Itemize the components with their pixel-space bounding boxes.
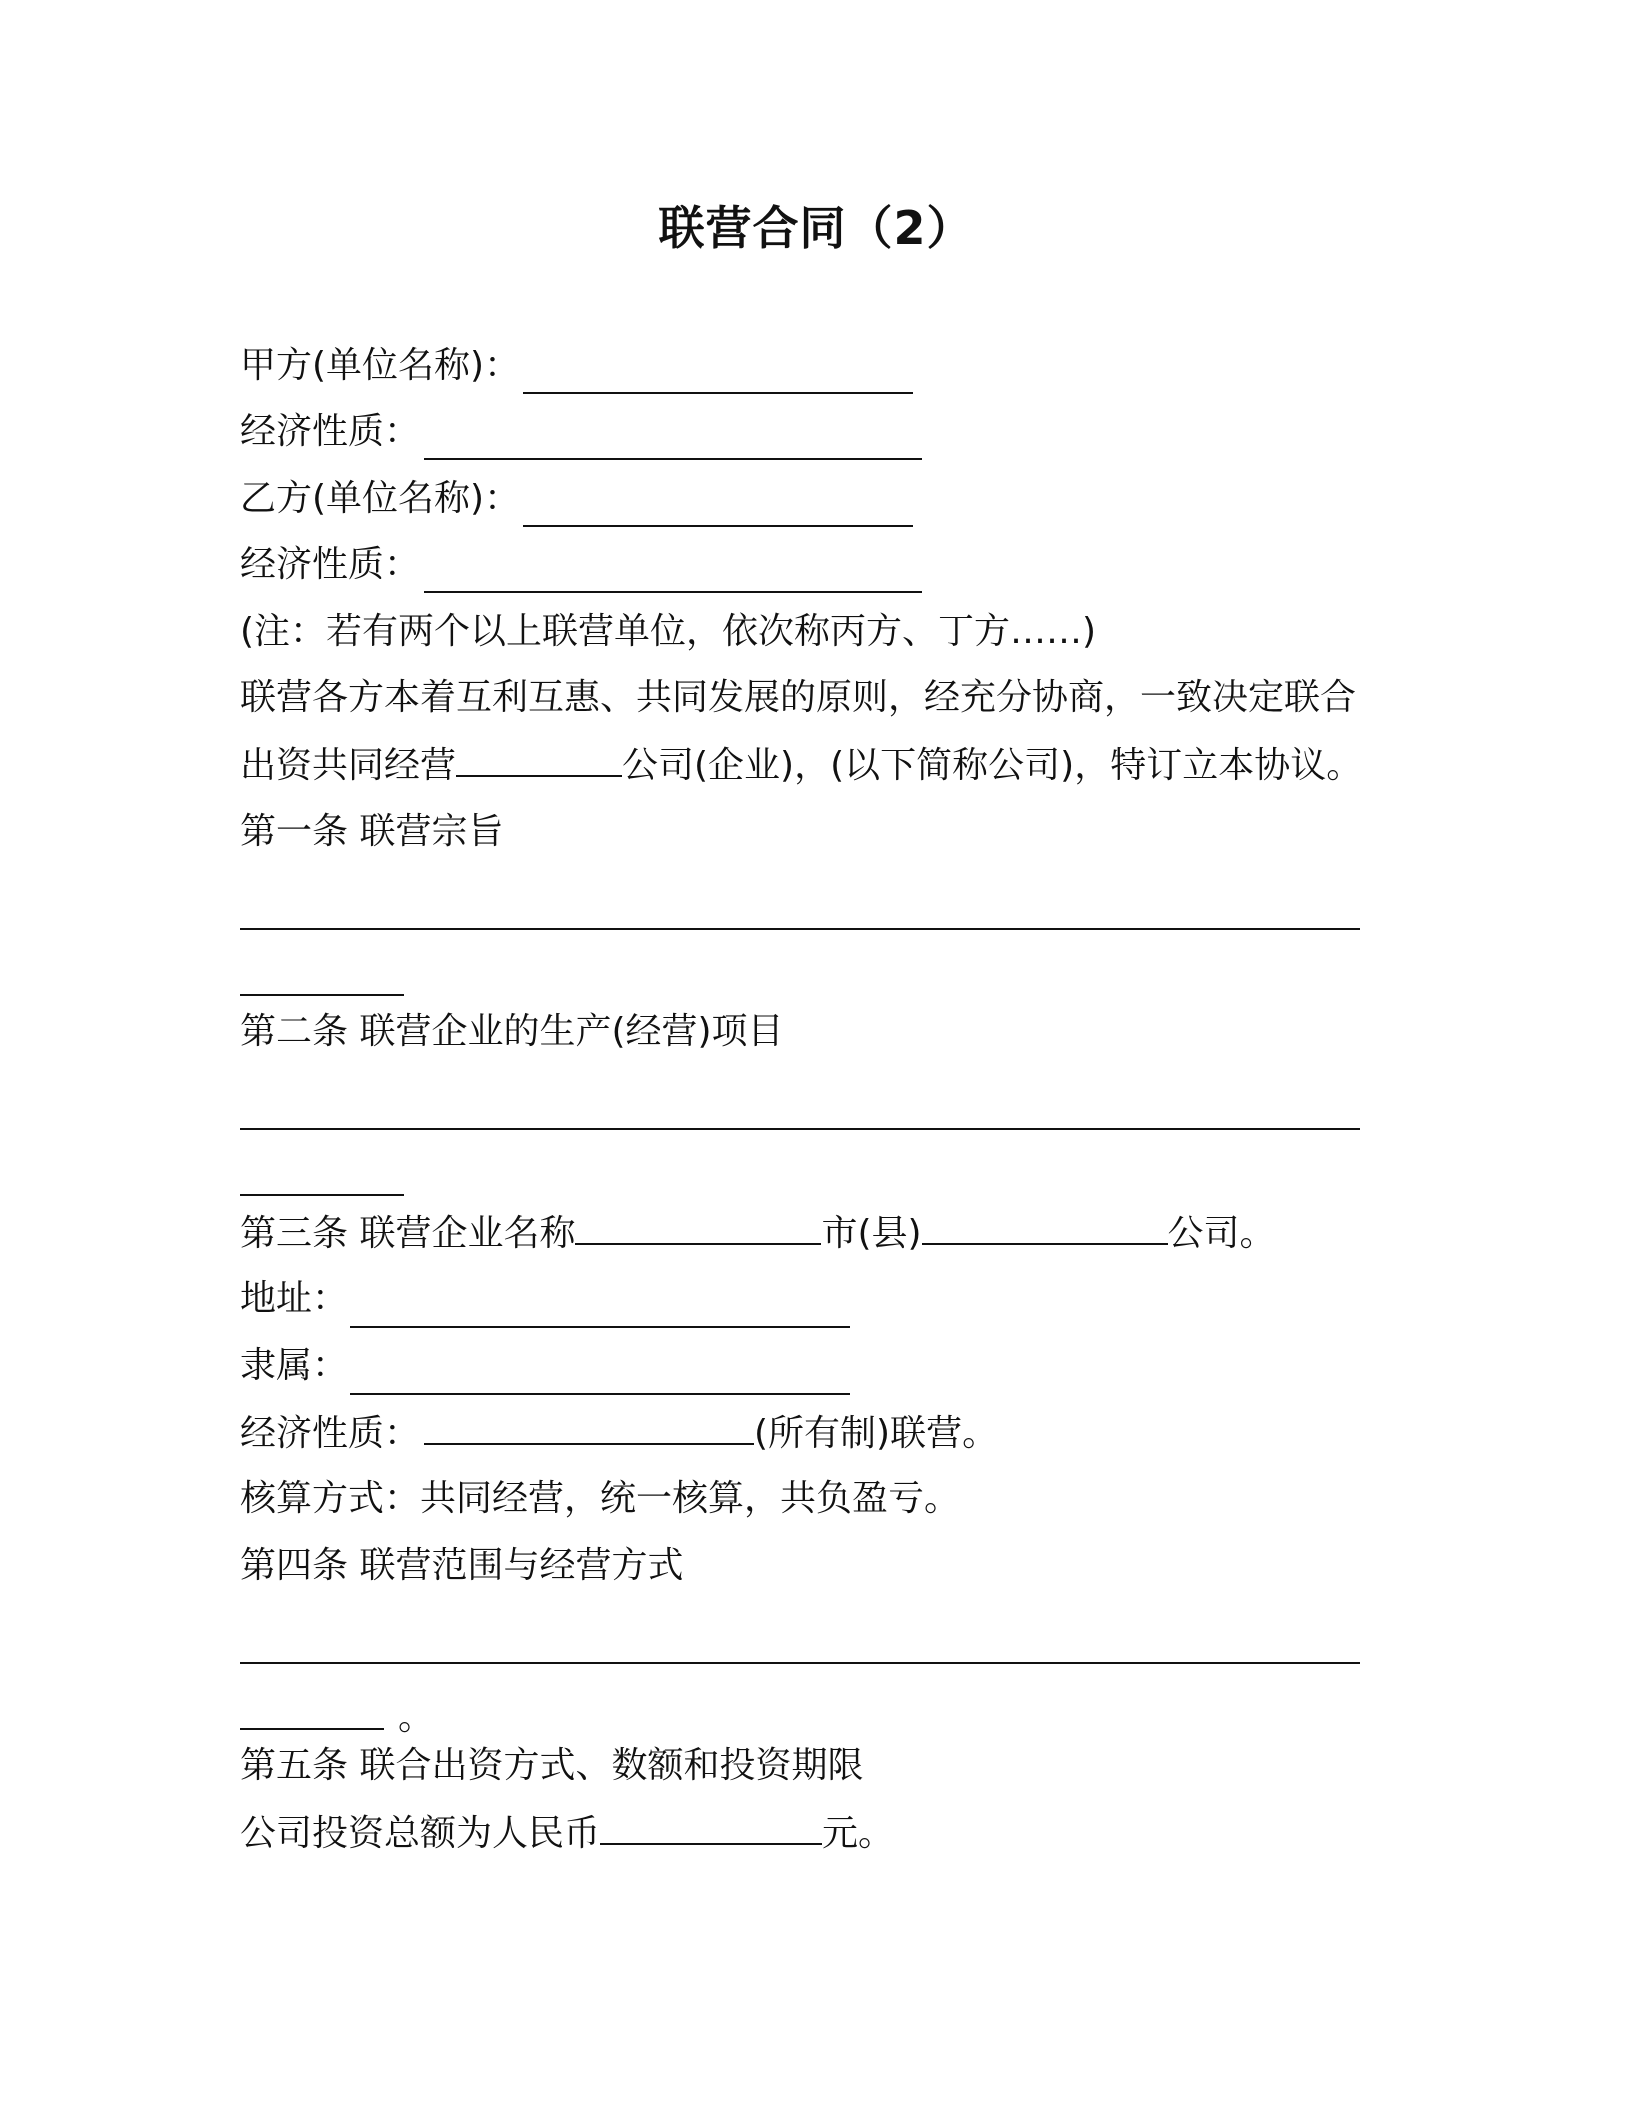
party-b-label: 乙方(单位名称)： [240,478,521,519]
article-5-heading: 第五条 联合出资方式、数额和投资期限 [240,1745,864,1786]
company-short-name-field[interactable] [922,1211,1168,1245]
party-a-nature-label: 经济性质： [240,411,421,452]
article-2-content-line-2[interactable] [240,1194,404,1196]
ownership-type-field[interactable] [424,1411,754,1445]
article-3-prefix: 第三条 联营企业名称 [240,1213,576,1254]
company-name-field[interactable] [456,743,622,777]
preamble-line-1: 联营各方本着互利互惠、共同发展的原则，经充分协商，一致决定联合 [240,677,1357,718]
nature-line [240,1411,998,1456]
nature-suffix: (所有制)联营。 [754,1413,999,1454]
party-b-name-field[interactable] [523,525,913,527]
affiliation-label: 隶属： [240,1345,349,1386]
city-name-field[interactable] [575,1211,821,1245]
article-3-middle: 市(县) [821,1213,922,1254]
preamble-line-2-prefix: 出资共同经营 [240,745,457,786]
investment-line [240,1811,894,1856]
nature-label: 经济性质： [240,1413,421,1454]
article-1-content-line-2[interactable] [240,994,404,996]
address-field[interactable] [350,1326,850,1328]
party-a-label: 甲方(单位名称)： [240,345,521,386]
article-3-line [240,1211,1276,1256]
affiliation-field[interactable] [350,1393,850,1395]
note-text: (注：若有两个以上联营单位，依次称丙方、丁方……) [240,611,1097,652]
investment-suffix: 元。 [822,1813,895,1854]
party-a-name-field[interactable] [523,392,913,394]
article-4-content-line-2[interactable] [240,1728,384,1730]
article-1-content-line-1[interactable] [240,928,1360,930]
investment-amount-field[interactable] [600,1811,822,1845]
article-2-heading: 第二条 联营企业的生产(经营)项目 [240,1011,784,1052]
address-label: 地址： [240,1278,349,1319]
article-2-content-line-1[interactable] [240,1128,1360,1130]
article-3-suffix: 公司。 [1167,1213,1276,1254]
party-b-nature-label: 经济性质： [240,544,421,585]
preamble-line-2-suffix: 公司(企业)，(以下简称公司)，特订立本协议。 [622,745,1363,786]
investment-prefix: 公司投资总额为人民币 [240,1813,601,1854]
document-title: 联营合同（2） [658,201,974,255]
party-b-nature-field[interactable] [424,591,922,593]
article-4-content-line-1[interactable] [240,1662,1360,1664]
article-1-heading: 第一条 联营宗旨 [240,811,504,852]
article-4-heading: 第四条 联营范围与经营方式 [240,1545,684,1586]
party-a-nature-field[interactable] [424,458,922,460]
preamble-line-2 [240,743,1362,788]
article-4-end-mark: 。 [398,1697,435,1738]
accounting-method: 核算方式：共同经营，统一核算，共负盈亏。 [240,1478,961,1519]
